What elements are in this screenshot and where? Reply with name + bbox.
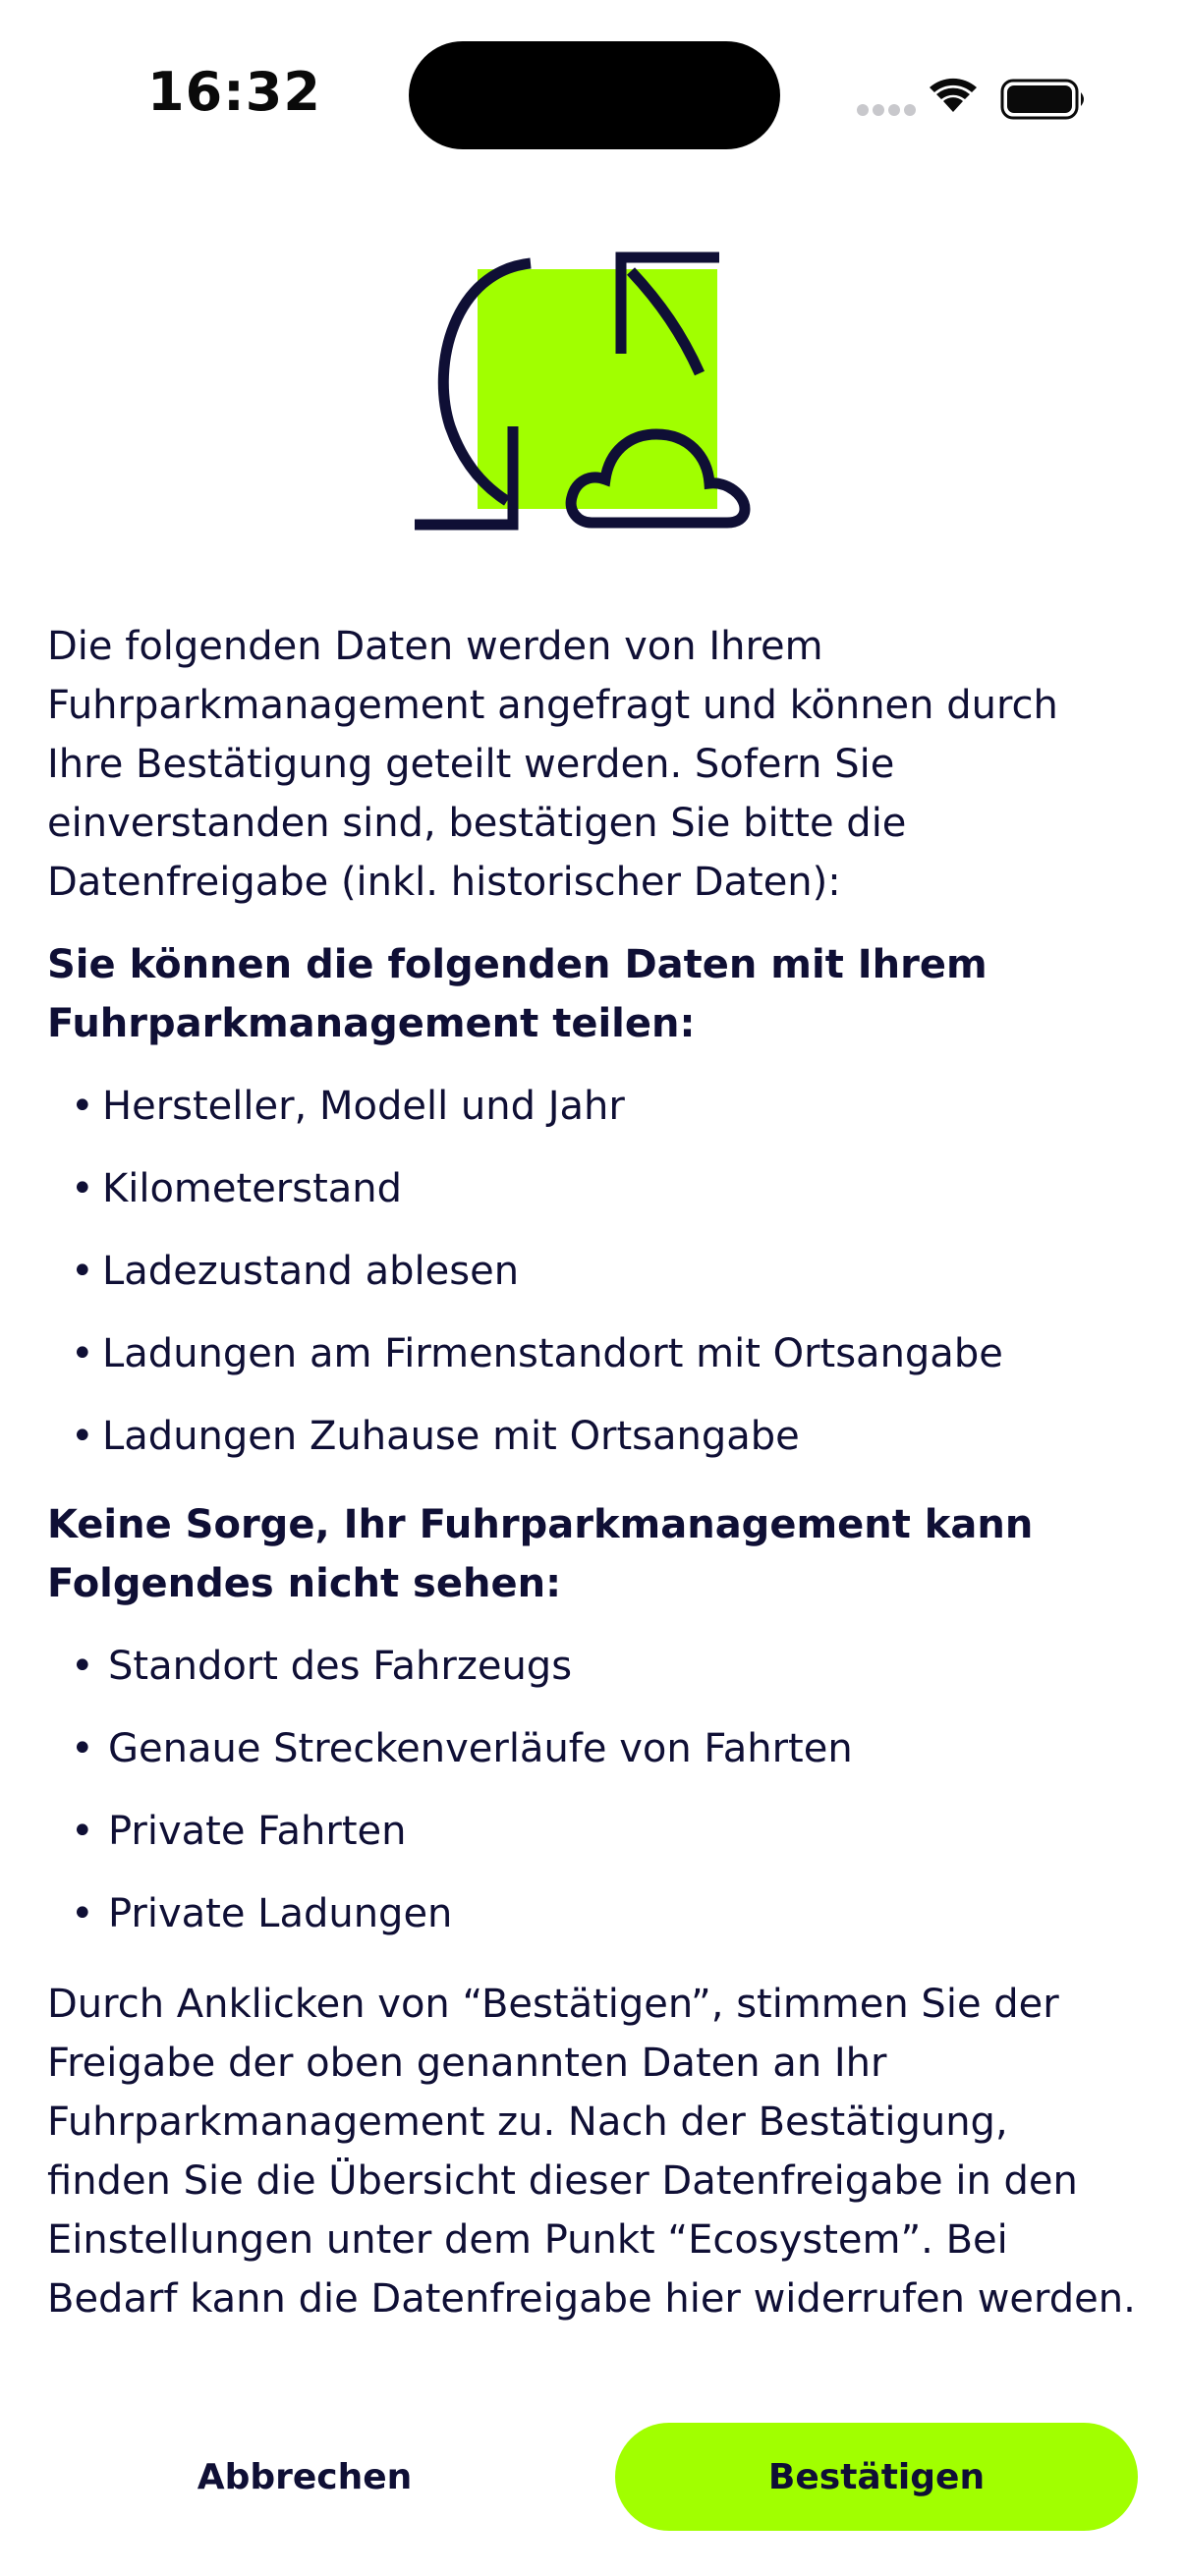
list-item-label: Genaue Streckenverläufe von Fahrten [108, 1726, 853, 1771]
bullet: • [71, 1249, 94, 1294]
list-item-label: Ladungen am Firmenstandort mit Ortsangabe [102, 1331, 1003, 1376]
not-shared-data-heading: Keine Sorge, Ihr Fuhrparkmanagement kann Folgendes nicht sehen: [47, 1502, 1034, 1606]
bullet: • [71, 1726, 94, 1771]
list-item-label: Kilometerstand [102, 1166, 403, 1211]
status-time: 16:32 [147, 61, 321, 123]
list-item-label: Private Fahrten [108, 1809, 407, 1854]
list-item-label: Private Ladungen [108, 1891, 453, 1936]
dynamic-island [409, 41, 780, 149]
list-item-label: Ladungen Zuhause mit Ortsangabe [102, 1414, 800, 1459]
cancel-button[interactable]: Abbrechen [157, 2423, 452, 2531]
list-item-label: Ladezustand ablesen [102, 1249, 520, 1294]
outro-text: Durch Anklicken von “Bestätigen”, stimmen Sie der Freigabe der oben genannten Daten an Ihr Fuhrparkmanagement zu. Nach der Bestätigung, finden Sie die Übersicht dieser Datenfreigabe in den Einstellungen unter dem Punkt “Ecosystem”. Bei Bedarf kann die Datenfreigabe hier widerrufen werden. [47, 1982, 1136, 2322]
status-icons [845, 69, 1091, 120]
shared-data-heading: Sie können die folgenden Daten mit Ihrem Fuhrparkmanagement teilen: [47, 942, 988, 1046]
list-item [47, 1230, 1138, 1313]
bullet: • [71, 1331, 94, 1376]
consent-content [47, 617, 1138, 2328]
bullet: • [71, 1809, 94, 1854]
wifi-icon [930, 79, 977, 112]
confirm-button[interactable]: Bestätigen [615, 2423, 1138, 2531]
bullet: • [71, 1414, 94, 1459]
list-item-label: Standort des Fahrzeugs [108, 1644, 573, 1689]
battery-icon [1002, 81, 1084, 118]
not-shared-data-list [47, 1625, 1138, 1955]
shared-data-list [47, 1065, 1138, 1478]
bullet: • [71, 1166, 94, 1211]
list-item [47, 1873, 1138, 1955]
list-item [47, 1148, 1138, 1230]
intro-text: Die folgenden Daten werden von Ihrem Fuhrparkmanagement angefragt und können durch Ihre Bestätigung geteilt werden. Sofern Sie einverstanden sind, bestätigen Sie bitte die Datenfreigabe (inkl. historischer Daten): [47, 624, 1058, 905]
action-bar [0, 2423, 1185, 2531]
status-bar [0, 0, 1185, 196]
list-item-label: Hersteller, Modell und Jahr [102, 1084, 625, 1129]
bullet: • [71, 1644, 94, 1689]
list-item [47, 1625, 1138, 1708]
list-item [47, 1395, 1138, 1478]
cellular-signal-icon [857, 104, 916, 116]
list-item [47, 1790, 1138, 1873]
list-item [47, 1313, 1138, 1395]
data-sync-cloud-icon [403, 248, 788, 542]
bullet: • [71, 1891, 94, 1936]
bullet: • [71, 1084, 94, 1129]
list-item [47, 1065, 1138, 1148]
list-item [47, 1708, 1138, 1790]
